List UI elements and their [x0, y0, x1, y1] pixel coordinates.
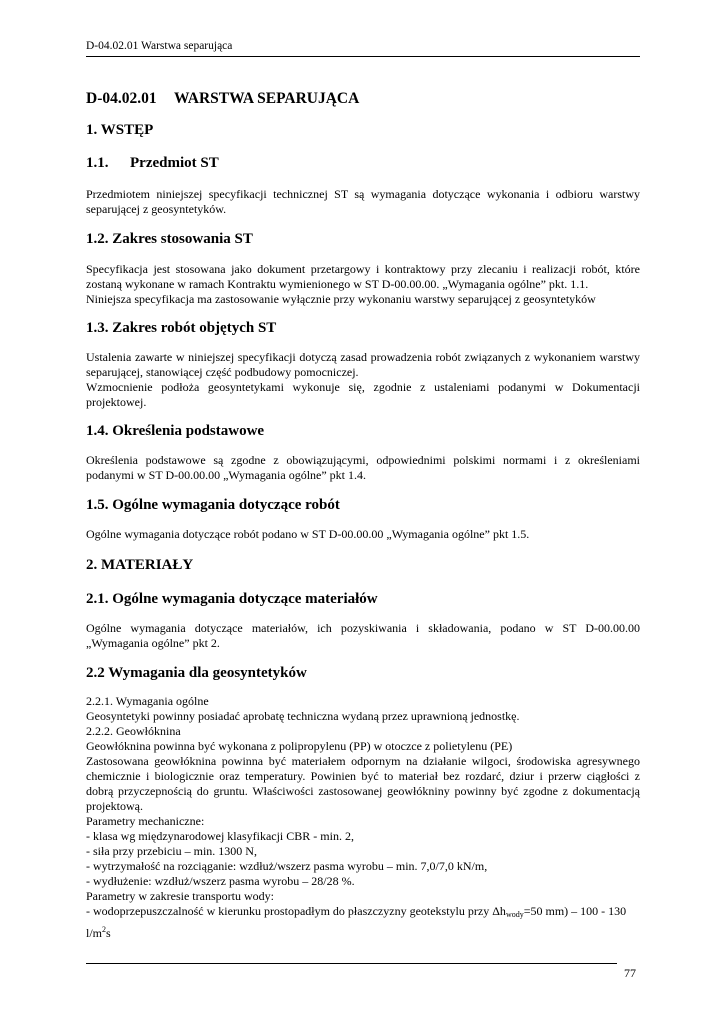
- footer-rule: [86, 963, 617, 964]
- paragraph-line: Ustalenia zawarte w niniejszej specyfikacji dotyczą zasad prowadzenia robót związanych z wykonaniem warstwy: [86, 350, 640, 364]
- body-line: - klasa wg międzynarodowej klasyfikacji CBR - min. 2,: [86, 829, 354, 843]
- body-line: - wydłużenie: wzdłuż/wszerz pasma wyrobu – 28/28 %.: [86, 874, 355, 888]
- permeability-value: =50 mm) – 100 - 130: [523, 904, 627, 918]
- section-1-5-heading: 1.5. Ogólne wymagania dotyczące robót: [86, 497, 340, 513]
- paragraph-line: projektowej.: [86, 395, 147, 409]
- section-2-1-paragraph: [86, 621, 640, 651]
- document-title-text: WARSTWA SEPARUJĄCA: [174, 90, 360, 107]
- paragraph-line: separującej z geosyntetyków.: [86, 202, 227, 216]
- paragraph-line: Wzmocnienie podłoża geosyntetykami wykonuje się, zgodnie z ustaleniami podanymi w Dokumentacji: [86, 380, 640, 394]
- document-code: D-04.02.01: [86, 90, 157, 107]
- document-title: [86, 90, 359, 108]
- section-1-heading: 1. WSTĘP: [86, 122, 154, 138]
- body-line: chemicznie i biologicznie oraz temperatury. Powinien być to materiał bez rozdarć, dziur i przerw ciągłości z: [86, 769, 640, 783]
- body-line: Geosyntetyki powinny posiadać aprobatę techniczna wydaną przez uprawnioną jednostkę.: [86, 709, 520, 723]
- section-2-heading: 2. MATERIAŁY: [86, 557, 194, 573]
- section-1-1-number: 1.1.: [86, 155, 109, 171]
- section-1-1-title: Przedmiot ST: [130, 155, 219, 171]
- section-1-3-paragraph: [86, 350, 640, 410]
- section-1-2-paragraph: [86, 262, 640, 307]
- section-1-2-heading: 1.2. Zakres stosowania ST: [86, 231, 253, 247]
- paragraph-line: zostaną wykonane w ramach Kontraktu wymienionego w ST D-00.00.00. „Wymagania ogólne” pkt. 1.1.: [86, 277, 589, 291]
- body-line: Parametry w zakresie transportu wody:: [86, 889, 274, 903]
- running-header: D-04.02.01 Warstwa separująca: [86, 40, 640, 57]
- paragraph-line: Niniejsza specyfikacja ma zastosowanie wyłącznie przy wykonaniu warstwy separującej z geosyntetyków: [86, 292, 596, 306]
- paragraph-line: Ogólne wymagania dotyczące materiałów, ich pozyskiwania i składowania, podano w ST D-00.00.00: [86, 621, 640, 635]
- body-line: - wytrzymałość na rozciąganie: wzdłuż/wszerz pasma wyrobu – min. 7,0/7,0 kN/m,: [86, 859, 488, 873]
- body-line: Zastosowana geowłóknina powinna być materiałem odpornym na działanie wilgoci, środowiska agresywnego: [86, 754, 640, 768]
- section-1-5-paragraph: [86, 527, 640, 542]
- section-2-2-body: [86, 694, 640, 941]
- unit-suffix: s: [106, 926, 111, 940]
- paragraph-line: separującej, stanowiącej część podbudowy pomocniczej.: [86, 365, 359, 379]
- body-line-unit: [86, 922, 640, 941]
- paragraph-line: Określenia podstawowe są zgodne z obowiązującymi, odpowiednimi polskimi normami i z określeniami: [86, 453, 640, 467]
- page-number: 77: [624, 966, 636, 980]
- permeability-text: - wodoprzepuszczalność w kierunku prostopadłym do płaszczyzny geotekstylu przy Δh: [86, 904, 506, 918]
- section-1-1-heading: [86, 155, 219, 172]
- permeability-subscript: wody: [505, 910, 524, 919]
- paragraph-line: Specyfikacja jest stosowana jako dokument przetargowy i kontraktowy przy zlecaniu i realizacji robót, które: [86, 262, 640, 276]
- body-line: Geowłóknina powinna być wykonana z polipropylenu (PP) w otoczce z polietylenu (PE): [86, 739, 513, 753]
- section-1-4-paragraph: [86, 453, 640, 483]
- unit-text: l/m: [86, 926, 103, 940]
- section-1-1-paragraph: [86, 187, 640, 217]
- section-1-4-heading: 1.4. Określenia podstawowe: [86, 423, 265, 439]
- paragraph-line: podanymi w ST D-00.00.00 „Wymagania ogólne” pkt 1.4.: [86, 468, 367, 482]
- unit-superscript: 2: [102, 925, 107, 934]
- body-line: 2.2.1. Wymagania ogólne: [86, 694, 209, 708]
- section-1-3-heading: 1.3. Zakres robót objętych ST: [86, 320, 277, 336]
- body-line: dobrą przyczepnością do gruntu. Właściwości zastosowanej geowłókniny powinny być zgodne z dokumentacją: [86, 784, 640, 798]
- body-line-permeability: [86, 904, 640, 922]
- paragraph-line: „Wymagania ogólne” pkt 2.: [86, 636, 220, 650]
- body-line: Parametry mechaniczne:: [86, 814, 205, 828]
- body-line: projektową.: [86, 799, 143, 813]
- paragraph-line: Przedmiotem niniejszej specyfikacji technicznej ST są wymagania dotyczące wykonania i odbioru warstwy: [86, 187, 640, 201]
- section-2-2-heading: 2.2 Wymagania dla geosyntetyków: [86, 665, 307, 681]
- section-2-1-heading: 2.1. Ogólne wymagania dotyczące materiałów: [86, 591, 378, 607]
- body-line: - siła przy przebiciu – min. 1300 N,: [86, 844, 257, 858]
- paragraph-line: Ogólne wymagania dotyczące robót podano w ST D-00.00.00 „Wymagania ogólne” pkt 1.5.: [86, 527, 530, 541]
- body-line: 2.2.2. Geowłóknina: [86, 724, 181, 738]
